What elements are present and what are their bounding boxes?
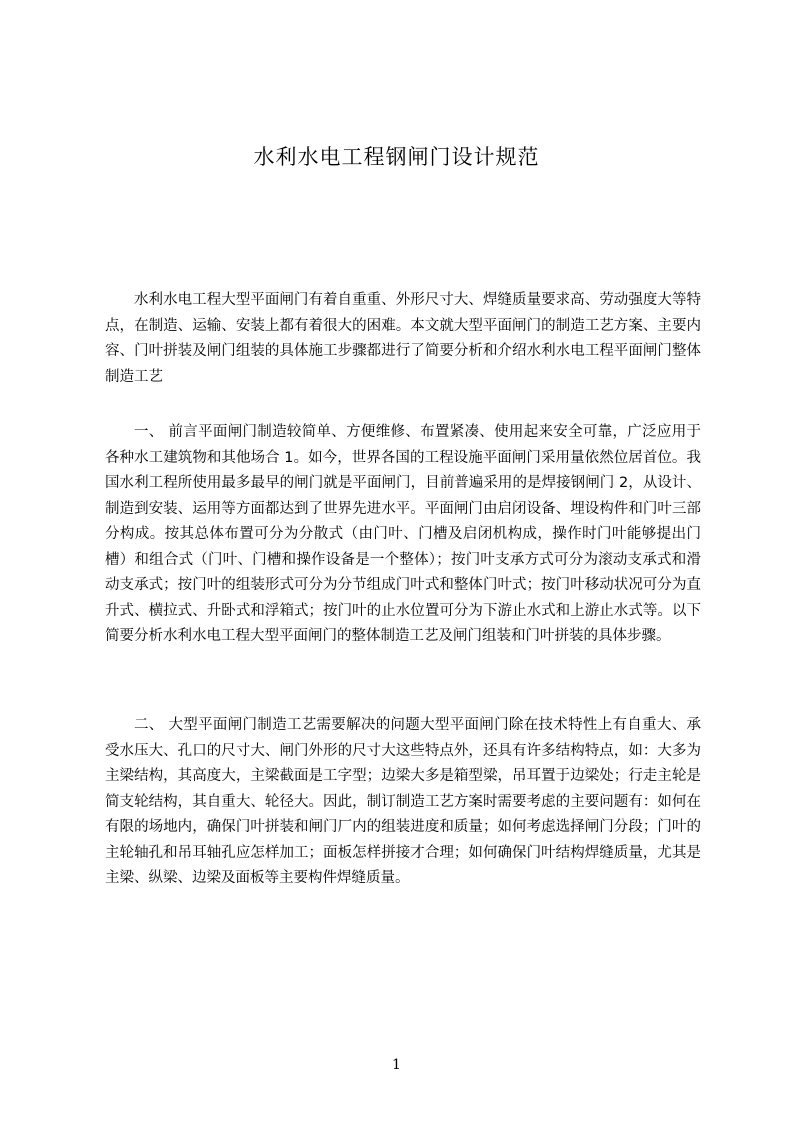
section-1-paragraph: 一、 前言平面闸门制造较简单、方便维修、布置紧凑、使用起来安全可靠，广泛应用于各种水工建筑物和其他场合 1。如今，世界各国的工程设施平面闸门采用量依然位居首位。我国水利工程所使用最多最早的闸门就是平面闸门，目前普遍采用的是焊接钢闸门 2，从设计、制造到安装、运用等方面都达到了世界先进水平。平面闸门由启闭设备、埋设构件和门叶三部分构成。按其总体布置可分为分散式（由门叶、门槽及启闭机构成，操作时门叶能够提出门槽）和组合式（门叶、门槽和操作设备是一个整体）；按门叶支承方式可分为滚动支承式和滑动支承式；按门叶的组装形式可分为分节组成门叶式和整体门叶式；按门叶移动状况可分为直升式、横拉式、升卧式和浮箱式；按门叶的止水位置可分为下游止水式和上游止水式等。以下简要分析水利水电工程大型平面闸门的整体制造工艺及闸门组装和门叶拼装的具体步骤。 xyxy=(105,424,701,644)
section-2-paragraph: 二、 大型平面闸门制造工艺需要解决的问题大型平面闸门除在技术特性上有自重大、承受水压大、孔口的尺寸大、闸门外形的尺寸大这些特点外，还具有许多结构特点，如：大多为主梁结构，其高度大，主梁截面是工字型；边梁大多是箱型梁，吊耳置于边梁处；行走主轮是简支轮结构，其自重大、轮径大。因此，制订制造工艺方案时需要考虑的主要问题有：如何在有限的场地内，确保门叶拼装和闸门厂内的组装进度和质量；如何考虑选择闸门分段；门叶的主轮轴孔和吊耳轴孔应怎样加工；面板怎样拼接才合理；如何确保门叶结构焊缝质量，尤其是主梁、纵梁、边梁及面板等主要构件焊缝质量。 xyxy=(105,717,701,886)
page-number: 1 xyxy=(392,1057,401,1073)
intro-paragraph: 水利水电工程大型平面闸门有着自重重、外形尺寸大、焊缝质量要求高、劳动强度大等特点，在制造、运输、安装上都有着很大的困难。本文就大型平面闸门的制造工艺方案、主要内容、门叶拼装及闸门组装的具体施工步骤都进行了简要分析和介绍水利水电工程平面闸门整体制造工艺 xyxy=(105,292,701,385)
document-title: 水利水电工程钢闸门设计规范 xyxy=(253,145,540,169)
